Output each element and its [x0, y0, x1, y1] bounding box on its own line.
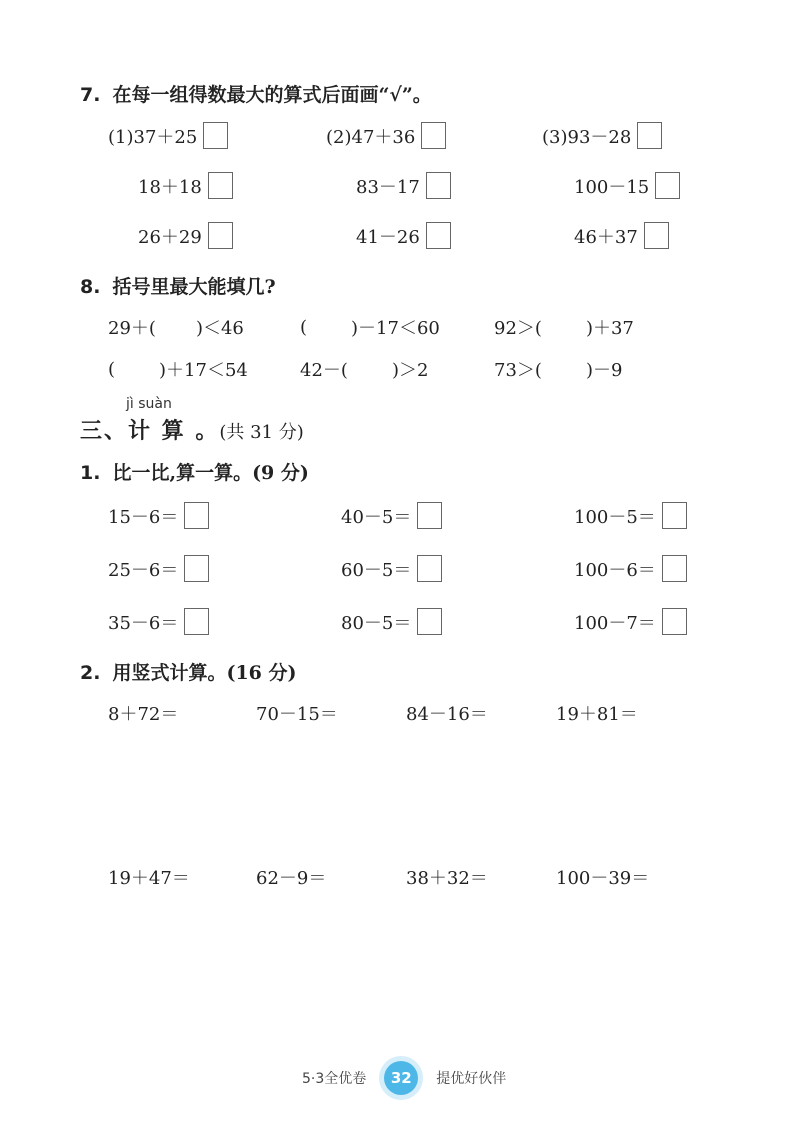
q7-item-3-3: 46＋37: [574, 222, 669, 249]
answer-box[interactable]: [662, 608, 687, 635]
answer-box[interactable]: [417, 502, 442, 529]
section-3-title: [80, 414, 304, 445]
p2-row2-item-1: 19＋47＝: [108, 868, 190, 889]
page-footer: [302, 1061, 506, 1095]
p2-row1-item-1: 8＋72＝: [108, 704, 179, 725]
q7-item-2-3: 41－26: [356, 222, 451, 249]
p1-item-2-1: 40－5＝: [341, 502, 442, 529]
q7-item-1-3: 26＋29: [138, 222, 233, 249]
q7-item-1-2: 18＋18: [138, 172, 233, 199]
q8-row2-item-2: 42－( )＞2: [300, 360, 429, 381]
page-number-badge: [384, 1061, 418, 1095]
page-number: 32: [390, 1069, 412, 1087]
answer-box[interactable]: [426, 222, 451, 249]
p2-row2-item-2: 62－9＝: [256, 868, 327, 889]
question-7-heading: [80, 80, 432, 107]
question-text: 比一比,算一算。(9 分): [112, 462, 309, 484]
footer-brand: 5·3全优卷: [302, 1071, 367, 1087]
footer-slogan: 提优好伙伴: [436, 1071, 507, 1087]
question-text: 在每一组得数最大的算式后面画“√”。: [112, 84, 432, 106]
question-text: 用竖式计算。(16 分): [112, 662, 297, 684]
p1-item-1-3: 35－6＝: [108, 608, 209, 635]
answer-box[interactable]: [208, 222, 233, 249]
answer-box[interactable]: [184, 555, 209, 582]
q7-item-2-1: (2)47＋36: [326, 122, 446, 149]
question-number: 1.: [80, 462, 101, 484]
question-8-heading: [80, 272, 276, 299]
answer-box[interactable]: [421, 122, 446, 149]
answer-box[interactable]: [637, 122, 662, 149]
answer-box[interactable]: [662, 555, 687, 582]
q8-row1-item-2: ( )－17＜60: [300, 316, 440, 339]
q7-item-1-1: (1)37＋25: [108, 122, 228, 149]
q7-item-3-1: (3)93－28: [542, 122, 662, 149]
p2-row1-item-3: 84－16＝: [406, 704, 488, 725]
part-1-heading: [80, 458, 309, 485]
q8-row1-item-3: 92＞( )＋37: [494, 318, 634, 339]
p2-row2-item-3: 38＋32＝: [406, 868, 488, 889]
p2-row1-item-4: 19＋81＝: [556, 704, 638, 725]
answer-box[interactable]: [644, 222, 669, 249]
question-number: 2.: [80, 662, 101, 684]
q8-row1-item-1: 29＋( )＜46: [108, 318, 244, 339]
p1-item-3-3: 100－7＝: [574, 608, 687, 635]
section-title-text: 三、计 算 。: [80, 418, 220, 444]
answer-box[interactable]: [203, 122, 228, 149]
q7-item-3-2: 100－15: [574, 172, 680, 199]
question-number: 8.: [80, 276, 101, 298]
answer-box[interactable]: [208, 172, 233, 199]
p2-row1-item-2: 70－15＝: [256, 704, 338, 725]
answer-box[interactable]: [655, 172, 680, 199]
question-text: 括号里最大能填几?: [112, 276, 276, 298]
section-points: (共 31 分): [219, 422, 304, 443]
answer-box[interactable]: [426, 172, 451, 199]
q7-item-2-2: 83－17: [356, 172, 451, 199]
answer-box[interactable]: [417, 555, 442, 582]
q8-row2-item-3: 73＞( )－9: [494, 360, 623, 381]
p1-item-1-1: 15－6＝: [108, 502, 209, 529]
p1-item-2-3: 80－5＝: [341, 608, 442, 635]
p1-item-1-2: 25－6＝: [108, 555, 209, 582]
answer-box[interactable]: [184, 608, 209, 635]
p1-item-3-1: 100－5＝: [574, 502, 687, 529]
p1-item-2-2: 60－5＝: [341, 555, 442, 582]
p2-row2-item-4: 100－39＝: [556, 868, 650, 889]
part-2-heading: [80, 658, 297, 685]
answer-box[interactable]: [417, 608, 442, 635]
answer-box[interactable]: [184, 502, 209, 529]
section-pinyin: jì suàn: [126, 396, 172, 412]
question-number: 7.: [80, 84, 101, 106]
answer-box[interactable]: [662, 502, 687, 529]
q8-row2-item-1: ( )＋17＜54: [108, 358, 248, 381]
p1-item-3-2: 100－6＝: [574, 555, 687, 582]
